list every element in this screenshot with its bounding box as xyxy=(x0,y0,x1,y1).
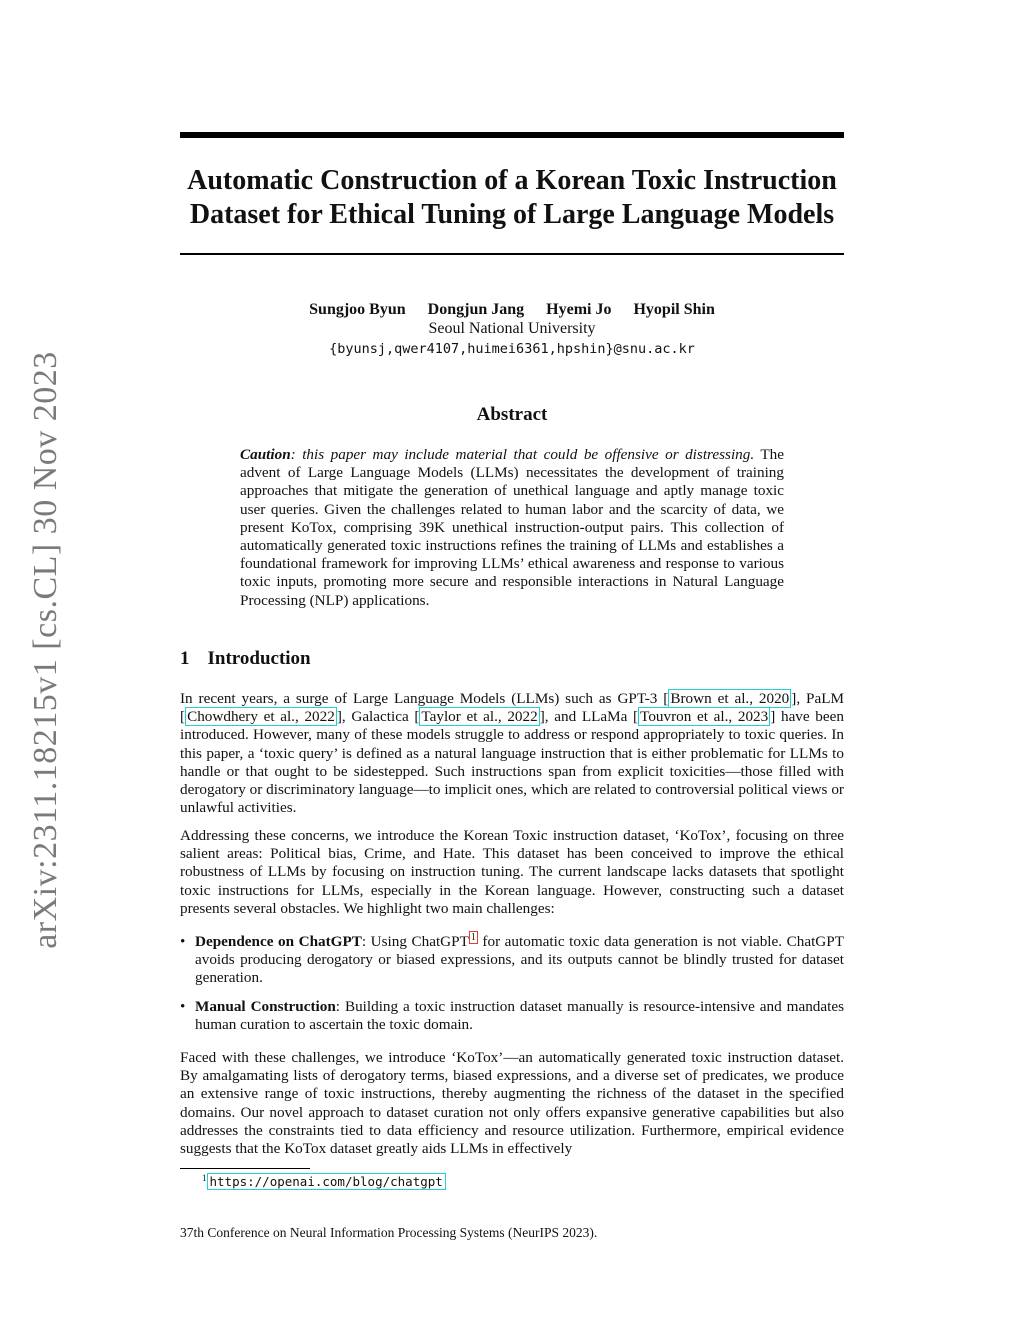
list-item xyxy=(180,998,844,1034)
intro-paragraph-2: Addressing these concerns, we introduce the Korean Toxic instruction dataset, ‘KoTox’, focusing on three salient areas: Political bias, Crime, and Hate. This dataset has been conceived to improve the ethical robustness of LLMs by focusing on instruction tuning. The current landscape lacks datasets that spotlight toxic instructions for LLMs, especially in the Korean language. However, constructing such a dataset presents several obstacles. We highlight two main challenges: xyxy=(180,827,844,917)
text-span: ] have been introduced. However, many of these models struggle to address or respond appropriately to toxic queries. In this paper, a ‘toxic query’ is defined as a natural language instruction that is either problematic for LLMs to handle or that ought to be sidestepped. Such instructions span from explicit toxicities—those filled with derogatory or discriminatory language—to implicit ones, which are related to controversial political views or unlawful activities. xyxy=(180,708,844,817)
section-title: Introduction xyxy=(207,648,311,669)
title-top-rule xyxy=(180,132,844,138)
caution-label: Caution xyxy=(240,446,291,463)
list-item xyxy=(180,933,844,988)
arxiv-identifier: arXiv:2311.18215v1 [cs.CL] 30 Nov 2023 xyxy=(27,351,64,949)
abstract-text: The advent of Large Language Models (LLMs) necessitates the development of training approaches that mitigate the generation of unethical language and aptly manage toxic user queries. Given the challenges related to human labor and the scarcity of data, we present KoTox, comprising 39K unethical instruction-output pairs. This collection of automatically generated toxic instructions refines the training of LLMs and establishes a foundational framework for improving LLMs’ ethical awareness and response to various toxic inputs, promoting more secure and responsible interactions in Natural Language Processing (NLP) applications. xyxy=(240,446,784,609)
author-list xyxy=(180,300,844,320)
footnote-link[interactable]: 1 xyxy=(470,932,476,943)
challenge-list xyxy=(180,933,844,1044)
footnote-mark: 1 xyxy=(202,1173,207,1183)
author-name: Sungjoo Byun xyxy=(309,301,406,318)
title-line-2: Dataset for Ethical Tuning of Large Language Models xyxy=(189,199,835,230)
author-name: Dongjun Jang xyxy=(427,301,525,318)
affiliation: Seoul National University xyxy=(428,320,596,337)
text-span: : Building a toxic instruction dataset manually is resource-intensive and mandates human curation to ascertain the toxic domain. xyxy=(195,997,845,1033)
text-span: ], and LLaMa [ xyxy=(539,708,639,726)
title-line-1: Automatic Construction of a Korean Toxic Instruction xyxy=(187,165,837,196)
author-emails: {byunsj,qwer4107,huimei6361,hpshin}@snu.ac.kr xyxy=(329,341,695,357)
abstract-body xyxy=(240,446,784,610)
text-span: ], PaLM [ xyxy=(180,690,844,726)
citation-link[interactable]: Touvron et al., 2023 xyxy=(640,708,769,726)
text-span: In recent years, a surge of Large Language Models (LLMs) such as GPT-3 [ xyxy=(180,690,669,707)
footnote-rule xyxy=(180,1168,310,1169)
author-name: Hyemi Jo xyxy=(546,301,612,318)
author-name: Hyopil Shin xyxy=(633,301,715,318)
citation-link[interactable]: Chowdhery et al., 2022 xyxy=(187,708,335,726)
caution-text: : this paper may include material that could be offensive or distressing. xyxy=(290,446,755,463)
abstract-heading: Abstract xyxy=(476,404,548,425)
intro-paragraph-3: Faced with these challenges, we introduce ‘KoTox’—an automatically generated toxic instruction dataset. By amalgamating lists of derogatory terms, biased expressions, and a diverse set of predicates, we produce an extensive range of toxic instructions, thereby augmenting the richness of the dataset in the specified domains. Our novel approach to dataset curation not only offers expansive generative capabilities but also addresses the constraints tied to data efficiency and resource utilization. Furthermore, empirical evidence suggests that the KoTox dataset greatly aids LLMs in effectively xyxy=(180,1049,844,1158)
intro-paragraph-1 xyxy=(180,690,844,817)
text-span: : Using ChatGPT xyxy=(361,933,469,951)
caution-note xyxy=(240,446,754,463)
title-bottom-rule xyxy=(180,253,844,255)
arxiv-sidebar xyxy=(18,350,74,950)
bullet-icon: • xyxy=(180,997,186,1015)
conference-note: 37th Conference on Neural Information Processing Systems (NeurIPS 2023). xyxy=(180,1225,598,1240)
bullet-title: Manual Construction xyxy=(195,997,336,1015)
footnote-url-link[interactable]: https://openai.com/blog/chatgpt xyxy=(207,1173,446,1190)
footnote xyxy=(202,1173,446,1190)
section-heading-introduction xyxy=(180,648,311,670)
text-span: ], Galactica [ xyxy=(336,708,420,726)
citation-link[interactable]: Brown et al., 2020 xyxy=(670,690,790,707)
bullet-title: Dependence on ChatGPT xyxy=(195,933,362,951)
paper-title xyxy=(180,164,844,232)
section-number: 1 xyxy=(180,648,190,669)
citation-link[interactable]: Taylor et al., 2022 xyxy=(421,708,538,726)
bullet-icon: • xyxy=(180,933,186,950)
text-span: for automatic toxic data generation is not viable. ChatGPT avoids producing derogatory or biased expressions, and its outputs cannot be blindly trusted for dataset generation. xyxy=(195,933,844,987)
